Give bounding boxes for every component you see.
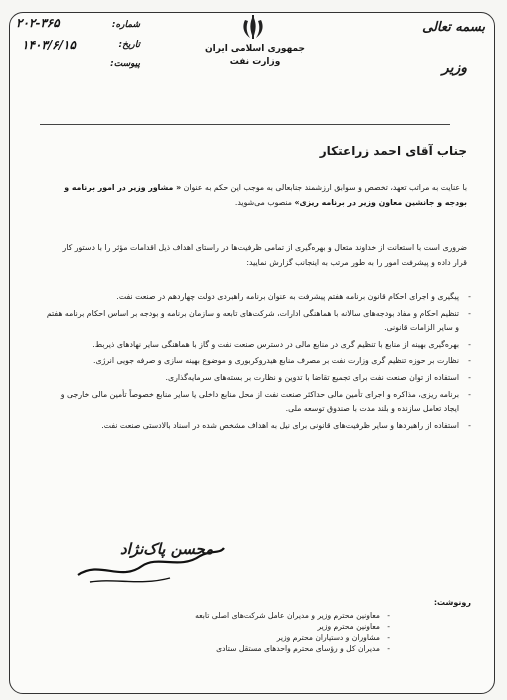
salutation: جناب آقای احمد زراعتکار: [319, 144, 467, 158]
intro-text-1: با عنایت به مراتب تعهد، تخصص و سوابق ارزشمند جنابعالی به موجب این حکم به عنوان: [183, 183, 467, 192]
iran-emblem-icon: [236, 14, 270, 42]
list-item: - استفاده از توان صنعت نفت برای تجمیع تقاضا با تدوین و نظارت بر بسته‌های سرمایه‌گذاری.: [45, 371, 471, 386]
attachment-label: پیوست:: [110, 59, 140, 69]
list-item: - نظارت بر حوزه تنظیم گری وزارت نفت بر مصرف منابع هیدروکربوری و موضوع بهینه سازی و صرفه جویی انرژی.: [45, 354, 471, 369]
org-name-country: جمهوری اسلامی ایران: [204, 44, 306, 54]
copies-list: [120, 610, 390, 654]
list-item: - تنظیم احکام و مفاد بودجه‌های سالانه با هماهنگی ادارات، شرکت‌های تابعه و سازمان برنامه و بودجه بر اساس احکام برنامه هفتم و سایر الزامات قانونی.: [45, 307, 471, 336]
intro-position: « مشاور وزیر در امور برنامه و بودجه و جانشین معاون وزیر در برنامه ریزی»: [64, 183, 467, 207]
copy-recipient: - معاونین محترم وزیر و مدیران عامل شرکت‌های اصلی تابعه: [120, 610, 390, 621]
list-item: - برنامه ریزی، مذاکره و اجرای تأمین مالی حداکثر صنعت نفت از محل منابع داخلی یا سایر منابع خصوصاً تأمین مالی خارجی و ایجاد تعامل سازنده و بلند مدت با صندوق توسعه ملی.: [45, 388, 471, 417]
directive-paragraph: ضروری است با استعانت از خداوند متعال و بهره‌گیری از تمامی ظرفیت‌ها در راستای اهداف ذیل اقدامات مؤثر را با دستور کار قرار داده و پیشرفت امور را به طور مرتب به اینجانب گزارش نمایید:: [62, 243, 467, 267]
number-value: ۲۰۲-۳۶۵: [16, 16, 60, 30]
copies-label: رونوشت:: [433, 598, 471, 607]
list-item: - استفاده از راهبردها و سایر ظرفیت‌های قانونی برای نیل به اهداف مشخص شده در اسناد بالادستی صنعت نفت.: [45, 419, 471, 434]
copy-recipient: - مدیران کل و رؤسای محترم واحدهای مستقل ستادی: [120, 643, 390, 654]
list-item: - بهره‌گیری بهینه از منابع با تنظیم گری در منابع مالی در دسترس صنعت نفت و گاز با هماهنگی سایر نهادهای ذیربط.: [45, 338, 471, 353]
copy-recipient: - مشاوران و دستیاران محترم وزیر: [120, 632, 390, 643]
list-item: - پیگیری و اجرای احکام قانون برنامه هفتم پیشرفت به عنوان برنامه راهبردی دولت چهاردهم در صنعت نفت.: [45, 290, 471, 305]
directive-list: [45, 290, 471, 435]
signatory-name: محسن پاک‌نژاد: [120, 540, 214, 558]
basmala: بسمه تعالی: [422, 20, 485, 35]
date-label: تاریخ:: [118, 40, 140, 50]
appointment-paragraph: [47, 180, 467, 210]
number-label: شماره:: [111, 20, 140, 30]
divider-top: [40, 124, 450, 125]
copy-recipient: - معاونین محترم وزیر: [120, 621, 390, 632]
org-name-ministry: وزارت نفت: [229, 57, 281, 67]
date-value: ۱۴۰۳/۶/۱۵: [22, 38, 76, 52]
minister-title: وزیر: [441, 60, 467, 76]
intro-text-2: منصوب می‌شوید.: [234, 198, 292, 207]
